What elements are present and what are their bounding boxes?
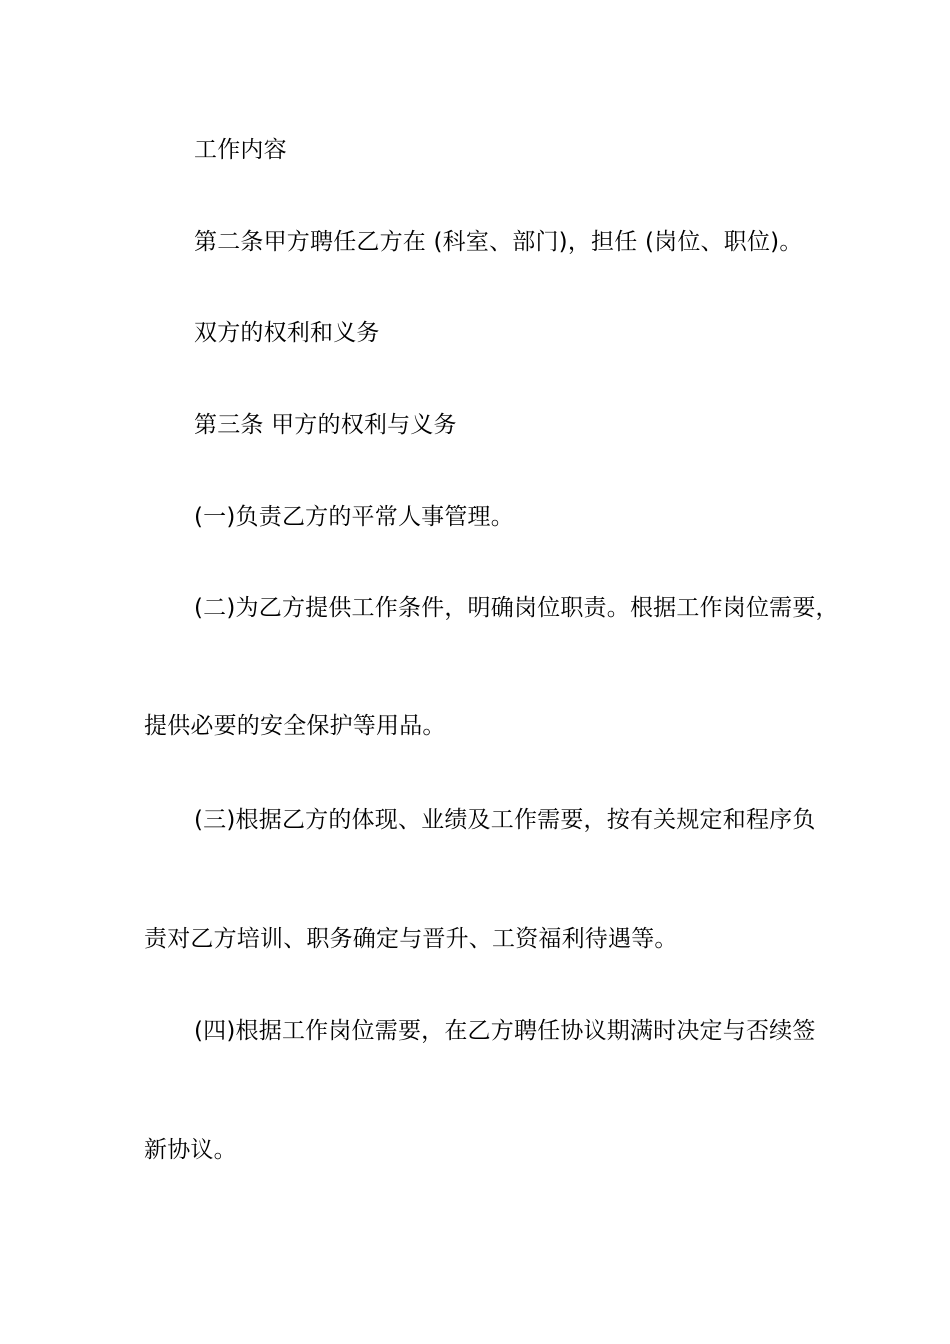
clause-four-line-2: 新协议。	[144, 1137, 237, 1163]
clause-two-line-1: (二)为乙方提供工作条件，明确岗位职责。根据工作岗位需要，	[194, 595, 839, 621]
article-three-heading: 第三条 甲方的权利与义务	[194, 412, 457, 438]
article-two-paragraph: 第二条甲方聘任乙方在 (科室、部门)，担任 (岗位、职位)。	[194, 229, 803, 255]
clause-three-line-2: 责对乙方培训、职务确定与晋升、工资福利待遇等。	[144, 926, 678, 952]
clause-one: (一)负责乙方的平常人事管理。	[194, 504, 514, 530]
section-heading-work-content: 工作内容	[194, 137, 287, 163]
clause-four-line-1: (四)根据工作岗位需要，在乙方聘任协议期满时决定与否续签	[194, 1018, 816, 1044]
clause-two-line-2: 提供必要的安全保护等用品。	[144, 713, 446, 739]
clause-three-line-1: (三)根据乙方的体现、业绩及工作需要，按有关规定和程序负	[194, 807, 816, 833]
section-heading-rights-obligations: 双方的权利和义务	[194, 320, 380, 346]
